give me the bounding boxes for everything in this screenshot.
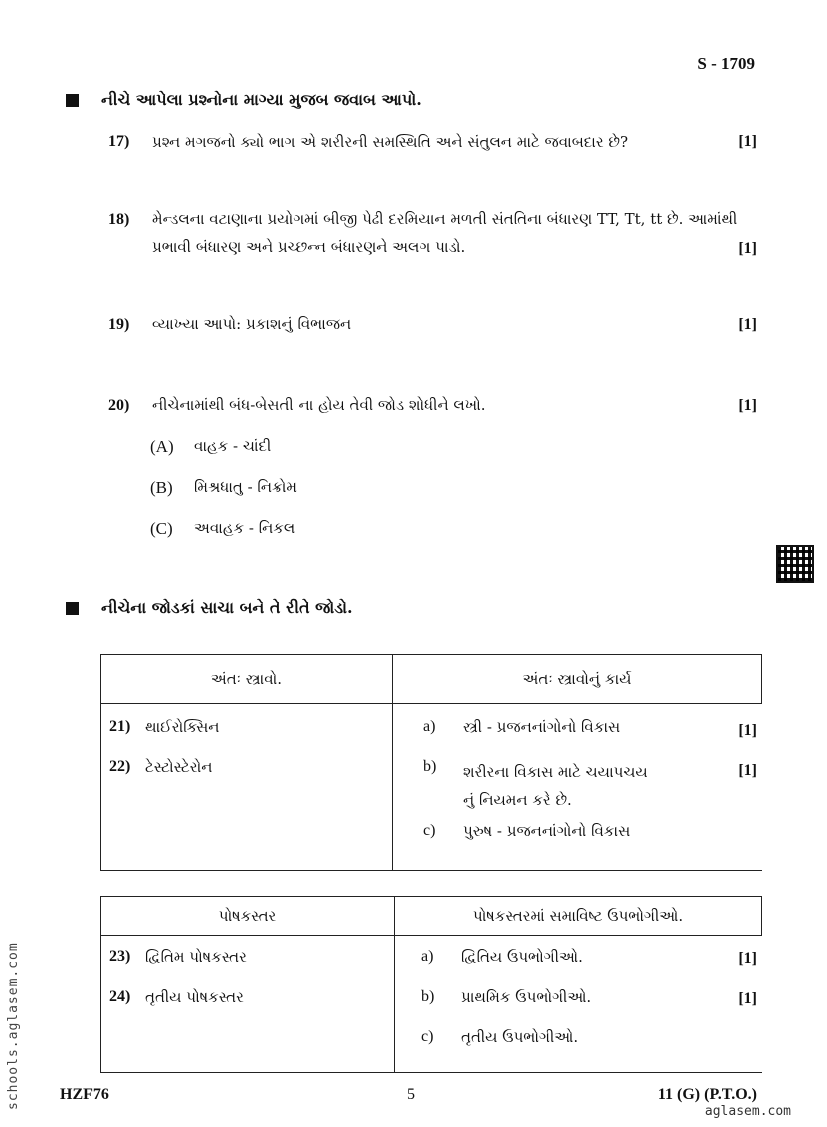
option-label: (C) (150, 519, 173, 538)
table-row: 23) દ્વિતિમ પોષકસ્તર (109, 948, 247, 966)
table-header: પોષકસ્તર (101, 897, 395, 936)
section-heading-text: નીચેના જોડકાં સાચા બને તે રીતે જોડો. (101, 598, 353, 617)
row-mark: [1] (738, 722, 757, 739)
question-text: વ્યાખ્યા આપો: પ્રકાશનું વિભાજન (152, 315, 352, 333)
site-watermark: aglasem.com (704, 1104, 791, 1119)
table-row: a) સ્ત્રી - પ્રજનનાંગોનો વિકાસ (423, 718, 621, 736)
row-mark: [1] (738, 950, 757, 967)
paper-code: S - 1709 (697, 54, 755, 73)
question-mark: [1] (738, 316, 757, 333)
footer-pto: 11 (G) (P.T.O.) (657, 1086, 757, 1103)
question-mark: [1] (738, 240, 757, 257)
question-number: 18) (108, 211, 130, 228)
match-table-trophic-levels (100, 896, 762, 1073)
footer-code: HZF76 (60, 1086, 109, 1103)
row-mark: [1] (738, 762, 757, 779)
qr-code-icon (776, 545, 814, 583)
question-mark: [1] (738, 397, 757, 414)
option-text: અવાહક - નિકલ (194, 519, 296, 537)
option-text: વાહક - ચાંદી (194, 437, 272, 455)
question-number: 19) (108, 316, 130, 333)
option-label: (B) (150, 478, 173, 497)
option-a (150, 437, 271, 457)
row-mark: [1] (738, 990, 757, 1007)
table-header: પોષકસ્તરમાં સમાવિષ્ટ ઉપભોગીઓ. (395, 897, 762, 936)
table-row: c) તૃતીય ઉપભોગીઓ. (421, 1028, 579, 1046)
question-number: 20) (108, 397, 130, 414)
question-text: પ્રશ્ન મગજનો ક્યો ભાગ એ શરીરની સમસ્થિતિ અને સંતુલન માટે જવાબદાર છે? (152, 133, 628, 151)
table-row: a) દ્વિતિય ઉપભોગીઓ. (421, 948, 583, 966)
table-row: 21) થાઈરોક્સિન (109, 718, 220, 736)
left-column (101, 936, 395, 1073)
section-heading-2 (66, 598, 353, 618)
side-watermark: schools.aglasem.com (6, 942, 21, 1110)
table-row: 22) ટેસ્ટોસ્ટેરોન (109, 758, 213, 776)
question-mark: [1] (738, 133, 757, 150)
table-header: અંતઃ સ્ત્રાવોનું કાર્ય (393, 655, 762, 704)
question-text: નીચેનામાંથી બંધ-બેસતી ના હોય તેવી જોડ શોધીને લખો. (152, 396, 486, 414)
table-header: અંતઃ સ્ત્રાવો. (101, 655, 393, 704)
left-column (101, 704, 393, 871)
match-table-hormones (100, 654, 762, 871)
table-row: b) પ્રાથમિક ઉપભોગીઓ. (421, 988, 592, 1006)
right-column (395, 936, 762, 1073)
section-heading-text: નીચે આપેલા પ્રશ્નોના માગ્યા મુજબ જવાબ આપો. (101, 90, 422, 109)
right-column (393, 704, 762, 871)
question-number: 17) (108, 133, 130, 150)
option-text: મિશ્રધાતુ - નિક્રોમ (194, 478, 297, 496)
option-label: (A) (150, 437, 174, 456)
square-bullet-icon (66, 94, 79, 107)
option-c (150, 519, 295, 539)
table-row: b) શરીરના વિકાસ માટે ચયાપચય નું નિયમન કરે છે. (423, 758, 648, 809)
table-row: 24) તૃતીય પોષકસ્તર (109, 988, 244, 1006)
section-heading-1 (66, 90, 422, 110)
square-bullet-icon (66, 602, 79, 615)
table-row: c) પુરુષ - પ્રજનનાંગોનો વિકાસ (423, 822, 631, 840)
option-b (150, 478, 297, 498)
question-text: મેન્ડલના વટાણાના પ્રયોગમાં બીજી પેઢી દરમિયાન મળતી સંતતિના બંધારણ TT, Tt, tt છે. આમાંથી પ્રભાવી બંધારણ અને પ્રચ્છન્ન બંધારણને અલગ પાડો. (152, 210, 738, 256)
page-number: 5 (407, 1086, 415, 1103)
